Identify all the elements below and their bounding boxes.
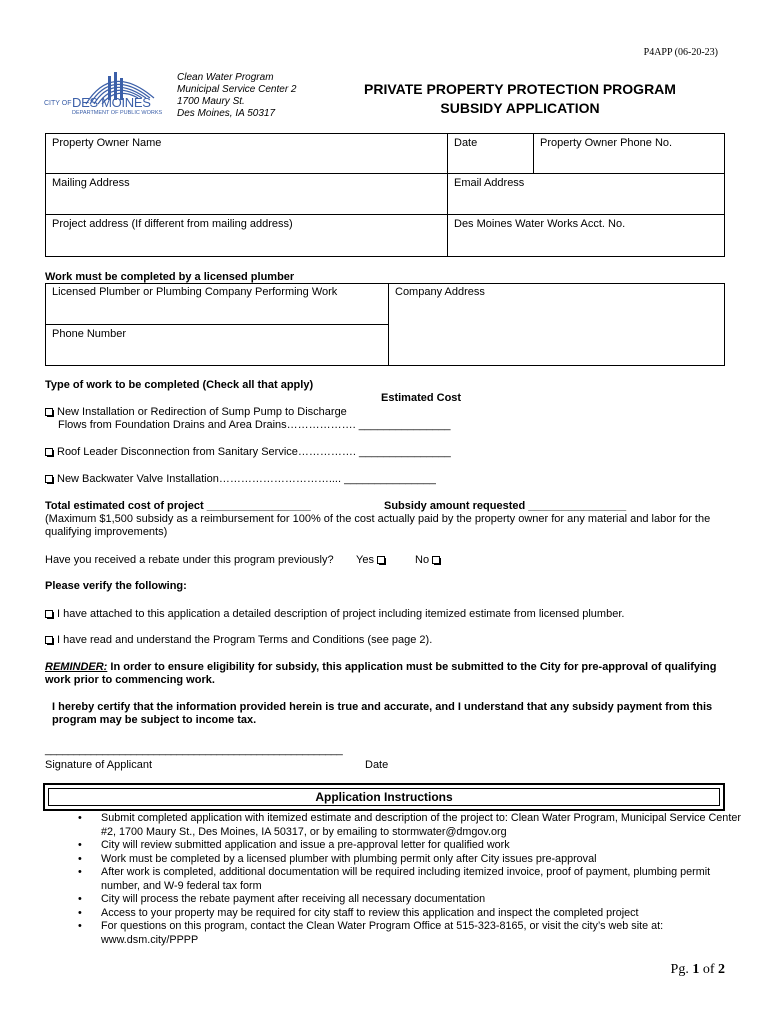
address-line: Municipal Service Center 2: [177, 84, 297, 95]
work-item-roof-leader[interactable]: [45, 446, 451, 458]
checkbox[interactable]: [45, 475, 53, 483]
reminder-label: REMINDER:: [45, 661, 108, 673]
plumber-company-label: Licensed Plumber or Plumbing Company Performing Work: [52, 286, 338, 298]
page-current: 1: [692, 962, 700, 977]
checkbox[interactable]: [432, 556, 440, 564]
plumber-phone-field[interactable]: [45, 324, 389, 366]
water-account-field[interactable]: [447, 214, 725, 257]
company-address-label: Company Address: [395, 286, 485, 298]
email-label: Email Address: [454, 177, 525, 189]
owner-phone-field[interactable]: [533, 133, 725, 174]
document-title: [330, 80, 710, 118]
mailing-address-label: Mailing Address: [52, 177, 130, 189]
logo-city-prefix: CITY OF: [44, 100, 72, 107]
title-line-1: PRIVATE PROPERTY PROTECTION PROGRAM: [364, 81, 676, 97]
program-address: [177, 72, 297, 120]
rebate-no-option[interactable]: [415, 554, 444, 566]
mailing-address-field[interactable]: [45, 173, 448, 215]
rebate-question: Have you received a rebate under this program previously?: [45, 554, 334, 566]
work-item-label: Roof Leader Disconnection from Sanitary Service……………. _______________: [57, 446, 451, 458]
verify-label: I have attached to this application a detailed description of project including itemized estimate from licensed plumber.: [57, 608, 625, 620]
plumber-heading: Work must be completed by a licensed plumber: [45, 271, 295, 283]
company-address-field[interactable]: [388, 283, 725, 366]
estimated-cost-heading: Estimated Cost: [381, 392, 462, 404]
page-of: of: [699, 962, 718, 977]
signature-label: Signature of Applicant: [45, 759, 153, 771]
work-item-label: New Backwater Valve Installation………………………….... _______________: [57, 473, 436, 485]
instruction-item: • City will process the rebate payment after receiving all necessary documentation: [45, 893, 745, 907]
reminder-text: In order to ensure eligibility for subsidy, this application must be submitted to the City for pre-approval of qualifying work prior to commencing work.: [45, 661, 717, 686]
work-item-sump-pump[interactable]: [45, 406, 451, 432]
instructions-header-box: [43, 783, 725, 811]
total-cost-field[interactable]: Total estimated cost of project _________________: [45, 500, 311, 512]
work-item-label: New Installation or Redirection of Sump Pump to Discharge: [57, 406, 347, 418]
certification-statement: I hereby certify that the information provided herein is true and accurate, and I understand that any subsidy payment from this program may be subject to income tax.: [52, 701, 713, 726]
verify-item-terms[interactable]: [45, 634, 432, 646]
instruction-item: • For questions on this program, contact the Clean Water Program Office at 515-323-8165, or visit the city’s web site at: www.dsm.city/PPPP: [45, 920, 745, 947]
checkbox[interactable]: [45, 448, 53, 456]
work-type-heading: Type of work to be completed (Check all that apply): [45, 379, 314, 391]
document-code: P4APP (06-20-23): [643, 47, 718, 58]
address-line: Clean Water Program: [177, 72, 274, 83]
reminder-note: [45, 661, 745, 687]
plumber-company-field[interactable]: [45, 283, 389, 325]
signature-date-label: Date: [365, 759, 389, 771]
instruction-item: • City will review submitted application and issue a pre-approval letter for qualified work: [45, 839, 745, 853]
max-subsidy-note: (Maximum $1,500 subsidy as a reimbursement for 100% of the cost actually paid by the property owner for any material and labor for the qualifying improvements): [45, 513, 711, 538]
date-field[interactable]: [447, 133, 534, 174]
address-line: Des Moines, IA 50317: [177, 108, 276, 119]
signature-line[interactable]: ____________________________________________________: [45, 744, 343, 756]
page-number: [671, 962, 725, 978]
work-item-label-cont: Flows from Foundation Drains and Area Drains………………. _______________: [58, 419, 451, 431]
instruction-item: • Work must be completed by a licensed plumber with plumbing permit only after City issues pre-approval: [45, 853, 745, 867]
water-account-label: Des Moines Water Works Acct. No.: [454, 218, 626, 230]
email-field[interactable]: [447, 173, 725, 215]
page-prefix: Pg.: [670, 962, 693, 977]
subsidy-amount-field[interactable]: Subsidy amount requested ________________: [384, 500, 627, 512]
instruction-item: • Access to your property may be required for city staff to review this application and inspect the completed project: [45, 907, 745, 921]
work-item-backwater-valve[interactable]: [45, 473, 436, 485]
project-address-field[interactable]: [45, 214, 448, 257]
verify-label: I have read and understand the Program Terms and Conditions (see page 2).: [57, 634, 433, 646]
address-line: 1700 Maury St.: [177, 96, 245, 107]
instructions-heading: Application Instructions: [48, 788, 720, 806]
date-label: Date: [454, 137, 478, 149]
verify-item-estimate[interactable]: [45, 608, 624, 620]
owner-phone-label: Property Owner Phone No.: [540, 137, 673, 149]
rebate-yes-label: Yes: [356, 554, 374, 566]
owner-name-label: Property Owner Name: [52, 137, 162, 149]
verify-heading: Please verify the following:: [45, 580, 187, 592]
rebate-no-label: No: [415, 554, 430, 566]
checkbox[interactable]: [377, 556, 385, 564]
checkbox[interactable]: [45, 408, 53, 416]
instruction-item: • After work is completed, additional documentation will be required including itemized invoice, proof of payment, plumbing permit number, and W-9 federal tax form: [45, 866, 745, 893]
owner-name-field[interactable]: [45, 133, 448, 174]
checkbox[interactable]: [45, 636, 53, 644]
logo-city-name: DES MOINES: [72, 95, 151, 110]
instruction-item: • Submit completed application with itemized estimate and description of the project to: Clean Water Program, Municipal Service Center #2, 1700 Maury St., Des Moines, IA 50317, or by emailing to stormwater@dmgov.org: [45, 812, 745, 839]
city-logo: [42, 66, 167, 122]
plumber-phone-label: Phone Number: [52, 328, 126, 340]
project-address-label: Project address (If different from mailing address): [52, 218, 293, 230]
checkbox[interactable]: [45, 610, 53, 618]
title-line-2: SUBSIDY APPLICATION: [440, 100, 600, 116]
instructions-list: [45, 812, 745, 947]
logo-department: DEPARTMENT OF PUBLIC WORKS: [72, 110, 163, 116]
page-total: 2: [718, 962, 725, 977]
rebate-yes-option[interactable]: [356, 554, 389, 566]
